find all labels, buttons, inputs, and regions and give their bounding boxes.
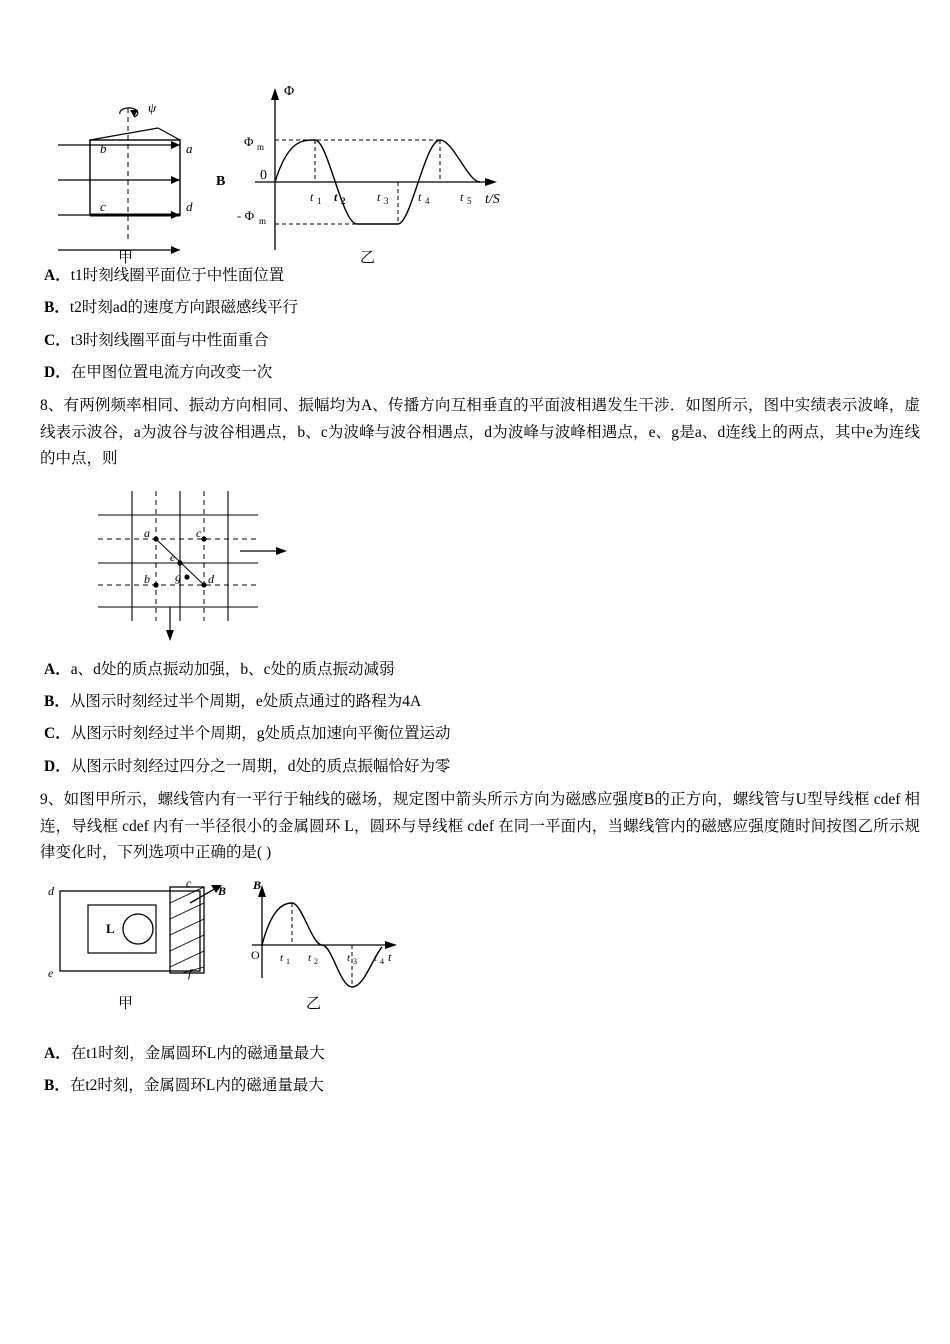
svg-text:m: m	[259, 216, 267, 226]
q8-option-C	[40, 722, 920, 745]
svg-text:4: 4	[425, 196, 430, 206]
tick2-t1: t	[280, 951, 284, 964]
q9-option-B-text: 在t2时刻，金属圆环L内的磁通量最大	[69, 1077, 324, 1095]
label-L: L	[106, 920, 115, 936]
tick2-t3: t	[347, 951, 351, 964]
label-e2: e	[48, 965, 54, 980]
q8-option-C-label: C．	[44, 725, 71, 743]
q9-option-B-label: B．	[44, 1077, 70, 1095]
figure-3-svg	[40, 873, 920, 1033]
q9-option-B	[40, 1074, 920, 1097]
tick-phi-m: Φ	[244, 134, 254, 149]
origin-label: 0	[260, 168, 267, 183]
q7-option-C-label: C．	[44, 331, 71, 349]
q7-option-D-text: 在甲图位置电流方向改变一次	[70, 363, 273, 381]
figure-2-wave-interference	[40, 479, 920, 649]
caption-yi-1: 乙	[360, 250, 376, 266]
figure-1-generator-and-flux-graph	[40, 40, 920, 266]
q8-option-A-label: A．	[44, 660, 71, 678]
label-point-e: e	[170, 549, 176, 564]
q8-stem: 8、有两例频率相同、振动方向相同、振幅均为A、传播方向互相垂直的平面波相遇发生干涉．如图所示，图中实绩表示波峰，虚线表示波谷，a为波谷与波谷相遇点，b、c为波峰与波谷相遇点，d为波峰与波峰相遇点，e、g是a、d连线上的两点，其中e为连线的中点，则	[40, 397, 920, 468]
figure-3-solenoid-and-B-graph	[40, 873, 920, 1033]
caption-jia-1: 甲	[118, 250, 134, 266]
label-point-g: g	[175, 569, 181, 584]
q8-option-D-text: 从图示时刻经过四分之一周期，d处的质点振幅恰好为零	[70, 757, 451, 775]
figure-2-svg	[40, 479, 920, 649]
tick-t4: t	[418, 190, 422, 204]
axis-label-t: t/S	[485, 192, 500, 207]
q7-option-C	[40, 329, 920, 352]
q8-option-D-label: D．	[44, 757, 71, 775]
q8-option-D	[40, 755, 920, 778]
q7-option-D-label: D．	[44, 363, 71, 381]
point-b-dot	[153, 582, 158, 587]
tick-neg-phi-m: - Φ	[237, 208, 255, 223]
q7-option-B-label: B．	[44, 299, 70, 317]
svg-text:5: 5	[467, 196, 472, 206]
point-c-dot	[201, 536, 206, 541]
q7-option-B	[40, 296, 920, 319]
q8-option-B-label: B．	[44, 693, 70, 711]
q9-option-A	[40, 1042, 920, 1065]
label-B-solenoid: B	[218, 883, 227, 898]
solenoid	[170, 887, 204, 973]
q9-stem: 9、如图甲所示，螺线管内有一平行于轴线的磁场，规定图中箭头所示方向为磁感应强度B的正方向，螺线管与U型导线框 cdef 相连，导线框 cdef 内有一半径很小的金属圆环 L，圆环与导线框 cdef 在同一平面内，当螺线管内的磁感应强度随时间按图乙所示规律变化时，下列选项中正确的是( )	[40, 790, 920, 862]
svg-text:m: m	[257, 142, 265, 152]
q8-option-A-text: a、d处的质点振动加强，b、c处的质点振动减弱	[70, 660, 395, 678]
svg-text:1: 1	[317, 196, 322, 206]
axis-label-phi: Φ	[284, 84, 295, 99]
q9-option-A-label: A．	[44, 1044, 71, 1062]
q8-option-B-text: 从图示时刻经过半个周期，e处质点通过的路程为4A	[69, 693, 422, 711]
ring-L	[123, 914, 153, 944]
svg-text:3: 3	[353, 956, 357, 966]
label-d2: d	[48, 883, 54, 898]
label-f2: f	[188, 965, 192, 980]
svg-text:2: 2	[314, 956, 318, 966]
q9-option-A-text: 在t1时刻，金属圆环L内的磁通量最大	[70, 1044, 325, 1062]
q8-option-B	[40, 690, 920, 713]
point-g-dot	[184, 574, 189, 579]
tick-t1: t	[310, 190, 314, 204]
q7-option-B-text: t2时刻ad的速度方向跟磁感线平行	[69, 299, 299, 317]
caption-jia-2: 甲	[118, 995, 134, 1012]
label-point-c: c	[196, 525, 202, 540]
svg-text:2: 2	[341, 196, 346, 206]
label-point-a: a	[144, 525, 150, 540]
label-psi: ψ	[148, 100, 157, 115]
q8-option-A	[40, 658, 920, 681]
q7-option-A-label: A．	[44, 267, 71, 284]
axis-label-B2: B	[253, 877, 262, 892]
tick2-t4: t	[374, 951, 378, 964]
label-c2: c	[186, 875, 192, 890]
q8-option-C-text: 从图示时刻经过半个周期，g处质点加速向平衡位置运动	[70, 725, 451, 743]
tick2-t2: t	[308, 951, 312, 964]
figure-1-svg	[40, 40, 920, 266]
tick-t3: t	[377, 190, 381, 204]
svg-text:3: 3	[384, 196, 389, 206]
tick-t5: t	[460, 190, 464, 204]
label-B: B	[216, 174, 226, 189]
label-b: b	[100, 141, 107, 156]
q7-option-D	[40, 361, 920, 384]
label-a: a	[186, 141, 193, 156]
svg-text:1: 1	[286, 956, 290, 966]
point-e-dot	[177, 560, 182, 565]
axis-label-t2: t	[388, 949, 392, 964]
q7-option-A-text: t1时刻线圈平面位于中性面位置	[70, 267, 285, 284]
label-c: c	[100, 199, 106, 214]
q7-option-C-text: t3时刻线圈平面与中性面重合	[70, 331, 269, 349]
q7-option-A	[40, 264, 920, 287]
svg-text:4: 4	[380, 956, 384, 966]
label-point-d: d	[208, 571, 214, 586]
tick-t2: t	[334, 190, 338, 204]
caption-yi-2: 乙	[306, 995, 322, 1012]
page-content	[40, 40, 920, 1106]
origin-label-2: O	[251, 947, 260, 962]
label-d: d	[186, 199, 193, 214]
label-point-b: b	[144, 571, 150, 586]
